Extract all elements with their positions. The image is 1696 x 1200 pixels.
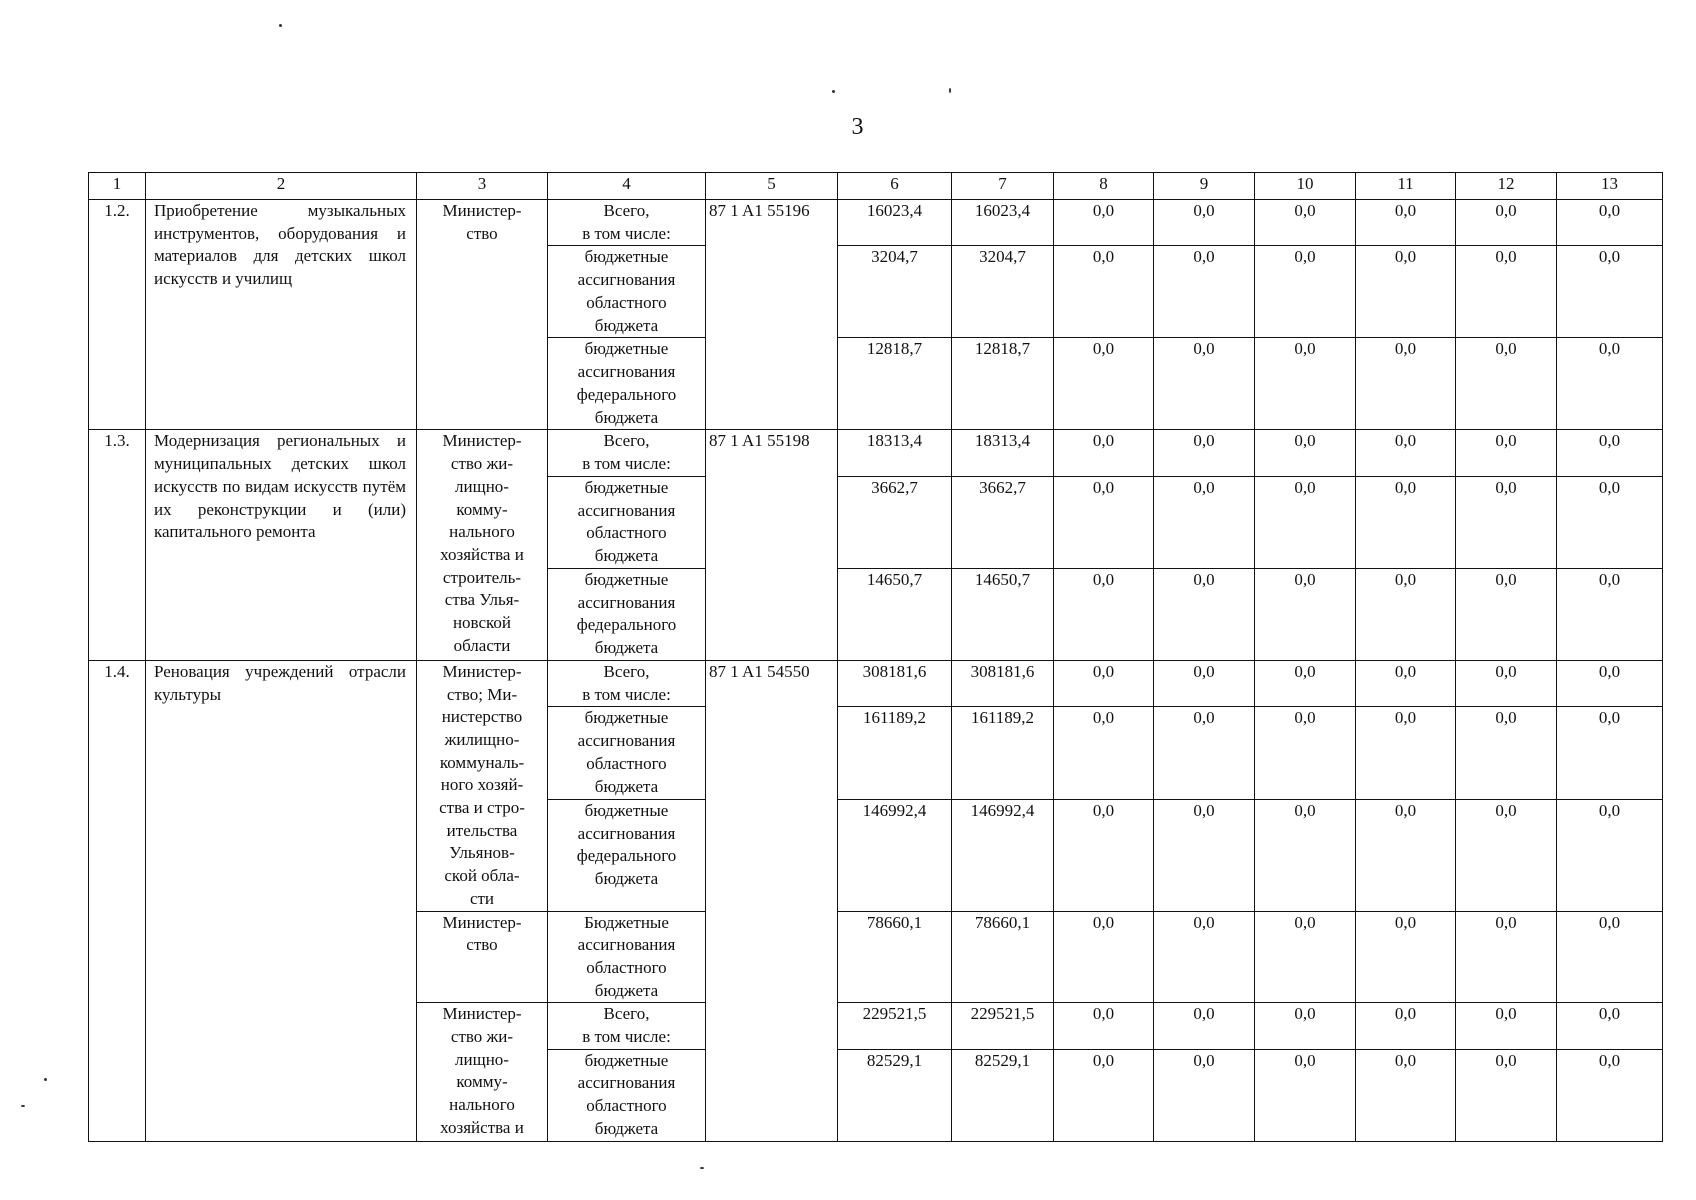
item-number: 1.4. <box>89 660 146 1141</box>
source-regional <box>548 1049 706 1141</box>
value-col10: 0,0 <box>1255 338 1356 430</box>
value-col8: 0,0 <box>1054 246 1154 338</box>
source-line: бюджетные <box>584 1050 669 1070</box>
executor-line: нального <box>449 522 515 542</box>
executor-line: сти <box>469 888 495 908</box>
source-line: бюджета <box>594 315 659 335</box>
executor-line: строитель- <box>442 567 522 587</box>
value-col11: 0,0 <box>1356 246 1456 338</box>
executor-line: ного хозяй- <box>440 775 524 795</box>
value-col8: 0,0 <box>1054 799 1154 911</box>
budget-code: 87 1 A1 54550 <box>706 660 838 1141</box>
source-line: ассигнования <box>577 1073 676 1093</box>
executor-line: хозяйства и <box>440 1117 524 1137</box>
value-col11: 0,0 <box>1356 707 1456 799</box>
value-col11: 0,0 <box>1356 799 1456 911</box>
value-col10: 0,0 <box>1255 200 1356 246</box>
source-line: Всего, <box>603 661 650 681</box>
value-col6: 146992,4 <box>838 799 952 911</box>
executor-cell <box>417 660 548 911</box>
value-col8: 0,0 <box>1054 1003 1154 1049</box>
value-col9: 0,0 <box>1154 200 1255 246</box>
header-cell: 10 <box>1255 173 1356 200</box>
value-col12: 0,0 <box>1456 1049 1557 1141</box>
value-col13: 0,0 <box>1557 911 1663 1003</box>
value-col8: 0,0 <box>1054 1049 1154 1141</box>
executor-line: области <box>453 635 511 655</box>
value-col10: 0,0 <box>1255 660 1356 707</box>
value-col8: 0,0 <box>1054 568 1154 660</box>
budget-code: 87 1 A1 55196 <box>706 200 838 430</box>
value-col8: 0,0 <box>1054 200 1154 246</box>
source-line: Бюджетные <box>584 912 669 932</box>
source-line: бюджетные <box>584 708 669 728</box>
value-col10: 0,0 <box>1255 911 1356 1003</box>
executor-line: лищно- <box>455 1049 509 1069</box>
scan-speck <box>21 1105 25 1107</box>
source-line: областного <box>586 292 667 312</box>
source-federal <box>548 338 706 430</box>
executor-line: лищно- <box>455 476 509 496</box>
value-col8: 0,0 <box>1054 911 1154 1003</box>
header-cell: 6 <box>838 173 952 200</box>
value-col6: 161189,2 <box>838 707 952 799</box>
value-col9: 0,0 <box>1154 568 1255 660</box>
value-col7: 229521,5 <box>952 1003 1054 1049</box>
source-federal <box>548 568 706 660</box>
source-line: бюджетные <box>584 247 669 267</box>
executor-cell <box>417 430 548 660</box>
value-col9: 0,0 <box>1154 799 1255 911</box>
source-line: областного <box>586 1096 667 1116</box>
executor-line: ство жи- <box>450 1027 514 1047</box>
value-col13: 0,0 <box>1557 476 1663 568</box>
source-line: бюджета <box>594 637 659 657</box>
value-col7: 3204,7 <box>952 246 1054 338</box>
value-col12: 0,0 <box>1456 707 1557 799</box>
value-col13: 0,0 <box>1557 430 1663 476</box>
value-col6: 3662,7 <box>838 476 952 568</box>
source-line: в том числе: <box>582 684 671 704</box>
source-line: бюджета <box>594 407 659 427</box>
executor-line: Министер- <box>442 201 522 220</box>
source-line: ассигнования <box>577 362 676 382</box>
source-regional <box>548 911 706 1003</box>
value-col7: 14650,7 <box>952 568 1054 660</box>
value-col12: 0,0 <box>1456 430 1557 476</box>
value-col13: 0,0 <box>1557 200 1663 246</box>
header-cell: 11 <box>1356 173 1456 200</box>
budget-table <box>88 172 1663 1142</box>
scan-speck <box>44 1078 47 1081</box>
value-col8: 0,0 <box>1054 430 1154 476</box>
source-total <box>548 200 706 246</box>
value-col12: 0,0 <box>1456 476 1557 568</box>
value-col6: 82529,1 <box>838 1049 952 1141</box>
executor-line: ство жи- <box>450 454 514 474</box>
value-col9: 0,0 <box>1154 476 1255 568</box>
source-line: бюджетные <box>584 477 669 497</box>
value-col6: 16023,4 <box>838 200 952 246</box>
source-line: федерального <box>576 615 677 635</box>
scan-speck <box>700 1167 704 1169</box>
source-line: в том числе: <box>582 1027 671 1047</box>
value-col13: 0,0 <box>1557 568 1663 660</box>
source-line: федерального <box>576 846 677 866</box>
source-regional <box>548 476 706 568</box>
value-col10: 0,0 <box>1255 246 1356 338</box>
value-col9: 0,0 <box>1154 1049 1255 1141</box>
value-col9: 0,0 <box>1154 338 1255 430</box>
source-line: в том числе: <box>582 223 671 243</box>
header-cell: 4 <box>548 173 706 200</box>
source-total <box>548 1003 706 1049</box>
source-line: бюджета <box>594 776 659 796</box>
source-line: Всего, <box>603 1004 650 1024</box>
source-line: бюджетные <box>584 800 669 820</box>
value-col11: 0,0 <box>1356 911 1456 1003</box>
value-col8: 0,0 <box>1054 476 1154 568</box>
value-col6: 12818,7 <box>838 338 952 430</box>
budget-code: 87 1 A1 55198 <box>706 430 838 660</box>
value-col11: 0,0 <box>1356 430 1456 476</box>
value-col7: 3662,7 <box>952 476 1054 568</box>
value-col12: 0,0 <box>1456 911 1557 1003</box>
executor-line: комму- <box>456 499 508 519</box>
value-col6: 78660,1 <box>838 911 952 1003</box>
source-total <box>548 660 706 707</box>
source-line: ассигнования <box>577 500 676 520</box>
source-line: ассигнования <box>577 270 676 290</box>
source-line: бюджета <box>594 545 659 565</box>
value-col11: 0,0 <box>1356 660 1456 707</box>
executor-line: Министер- <box>442 912 522 932</box>
value-col11: 0,0 <box>1356 1003 1456 1049</box>
value-col13: 0,0 <box>1557 1003 1663 1049</box>
table-row <box>89 430 1663 476</box>
source-total <box>548 430 706 476</box>
table-row <box>89 660 1663 707</box>
executor-line: хозяйства и <box>440 544 524 564</box>
source-federal <box>548 799 706 911</box>
table-row <box>89 200 1663 246</box>
value-col10: 0,0 <box>1255 1003 1356 1049</box>
source-line: федерального <box>576 384 677 404</box>
header-cell: 8 <box>1054 173 1154 200</box>
source-line: бюджетные <box>584 339 669 359</box>
value-col8: 0,0 <box>1054 660 1154 707</box>
executor-line: жилищно- <box>444 729 520 749</box>
executor-line: Министер- <box>442 1004 522 1024</box>
executor-line: Министер- <box>442 431 522 451</box>
value-col11: 0,0 <box>1356 1049 1456 1141</box>
executor-line: Министер- <box>442 661 522 681</box>
value-col12: 0,0 <box>1456 338 1557 430</box>
value-col9: 0,0 <box>1154 660 1255 707</box>
executor-line: комму- <box>456 1072 508 1092</box>
item-name: Модернизация региональных и муниципальных детских школ искусств по видам искусств путём их реконструкции и (или) капитального ремонта <box>146 430 417 660</box>
source-line: ассигнования <box>577 731 676 751</box>
value-col11: 0,0 <box>1356 338 1456 430</box>
executor-line: нального <box>449 1095 515 1115</box>
source-line: ассигнования <box>577 823 676 843</box>
source-line: бюджета <box>594 1118 659 1138</box>
value-col6: 229521,5 <box>838 1003 952 1049</box>
header-cell: 12 <box>1456 173 1557 200</box>
header-cell: 13 <box>1557 173 1663 200</box>
executor-line: ской обла- <box>444 866 520 886</box>
header-cell: 5 <box>706 173 838 200</box>
value-col12: 0,0 <box>1456 660 1557 707</box>
source-line: бюджета <box>594 980 659 1000</box>
value-col9: 0,0 <box>1154 246 1255 338</box>
value-col11: 0,0 <box>1356 476 1456 568</box>
source-regional <box>548 707 706 799</box>
executor-line: ства Улья- <box>444 590 520 610</box>
source-line: в том числе: <box>582 454 671 474</box>
executor-line: ство <box>466 223 498 243</box>
value-col6: 308181,6 <box>838 660 952 707</box>
scan-speck <box>949 88 951 93</box>
executor-line: ительства <box>446 820 518 840</box>
value-col13: 0,0 <box>1557 707 1663 799</box>
value-col10: 0,0 <box>1255 476 1356 568</box>
executor-line: Ульянов- <box>449 843 515 863</box>
executor-line: ство <box>466 935 498 955</box>
source-line: Всего, <box>603 431 650 451</box>
source-regional <box>548 246 706 338</box>
value-col13: 0,0 <box>1557 338 1663 430</box>
scan-speck <box>832 90 835 93</box>
executor-line: нистерство <box>441 707 523 727</box>
value-col7: 308181,6 <box>952 660 1054 707</box>
value-col12: 0,0 <box>1456 246 1557 338</box>
value-col10: 0,0 <box>1255 799 1356 911</box>
value-col12: 0,0 <box>1456 1003 1557 1049</box>
executor-line: новской <box>452 613 512 633</box>
value-col10: 0,0 <box>1255 1049 1356 1141</box>
value-col7: 146992,4 <box>952 799 1054 911</box>
value-col7: 12818,7 <box>952 338 1054 430</box>
scan-speck <box>279 24 282 27</box>
value-col8: 0,0 <box>1054 338 1154 430</box>
source-line: областного <box>586 753 667 773</box>
value-col12: 0,0 <box>1456 200 1557 246</box>
executor-cell <box>417 911 548 1003</box>
executor-line: коммуналь- <box>439 752 525 772</box>
value-col6: 3204,7 <box>838 246 952 338</box>
value-col8: 0,0 <box>1054 707 1154 799</box>
value-col12: 0,0 <box>1456 799 1557 911</box>
value-col10: 0,0 <box>1255 568 1356 660</box>
value-col13: 0,0 <box>1557 1049 1663 1141</box>
source-line: ассигнования <box>577 592 676 612</box>
source-line: областного <box>586 957 667 977</box>
executor-line: ство; Ми- <box>446 684 518 704</box>
item-name: Приобретение музыкальных инструментов, оборудования и материалов для детских школ искусств и училищ <box>146 200 417 430</box>
value-col11: 0,0 <box>1356 568 1456 660</box>
item-number: 1.2. <box>89 200 146 430</box>
executor-line: ства и стро- <box>439 798 525 818</box>
value-col9: 0,0 <box>1154 1003 1255 1049</box>
value-col9: 0,0 <box>1154 911 1255 1003</box>
value-col12: 0,0 <box>1456 568 1557 660</box>
source-line: Всего, <box>603 201 650 220</box>
header-cell: 7 <box>952 173 1054 200</box>
source-line: областного <box>586 523 667 543</box>
value-col7: 82529,1 <box>952 1049 1054 1141</box>
page-number: 3 <box>851 114 864 140</box>
source-line: ассигнования <box>577 935 676 955</box>
value-col6: 14650,7 <box>838 568 952 660</box>
table-header-row <box>89 173 1663 200</box>
value-col13: 0,0 <box>1557 246 1663 338</box>
value-col13: 0,0 <box>1557 660 1663 707</box>
header-cell: 2 <box>146 173 417 200</box>
value-col9: 0,0 <box>1154 430 1255 476</box>
value-col6: 18313,4 <box>838 430 952 476</box>
value-col13: 0,0 <box>1557 799 1663 911</box>
source-line: бюджетные <box>584 569 669 589</box>
item-number: 1.3. <box>89 430 146 660</box>
header-cell: 9 <box>1154 173 1255 200</box>
value-col11: 0,0 <box>1356 200 1456 246</box>
value-col10: 0,0 <box>1255 430 1356 476</box>
executor-cell <box>417 200 548 430</box>
value-col9: 0,0 <box>1154 707 1255 799</box>
header-cell: 1 <box>89 173 146 200</box>
value-col10: 0,0 <box>1255 707 1356 799</box>
value-col7: 78660,1 <box>952 911 1054 1003</box>
source-line: бюджета <box>594 869 659 889</box>
executor-cell <box>417 1003 548 1141</box>
header-cell: 3 <box>417 173 548 200</box>
value-col7: 18313,4 <box>952 430 1054 476</box>
item-name: Реновация учреждений отрасли культуры <box>146 660 417 1141</box>
value-col7: 161189,2 <box>952 707 1054 799</box>
value-col7: 16023,4 <box>952 200 1054 246</box>
